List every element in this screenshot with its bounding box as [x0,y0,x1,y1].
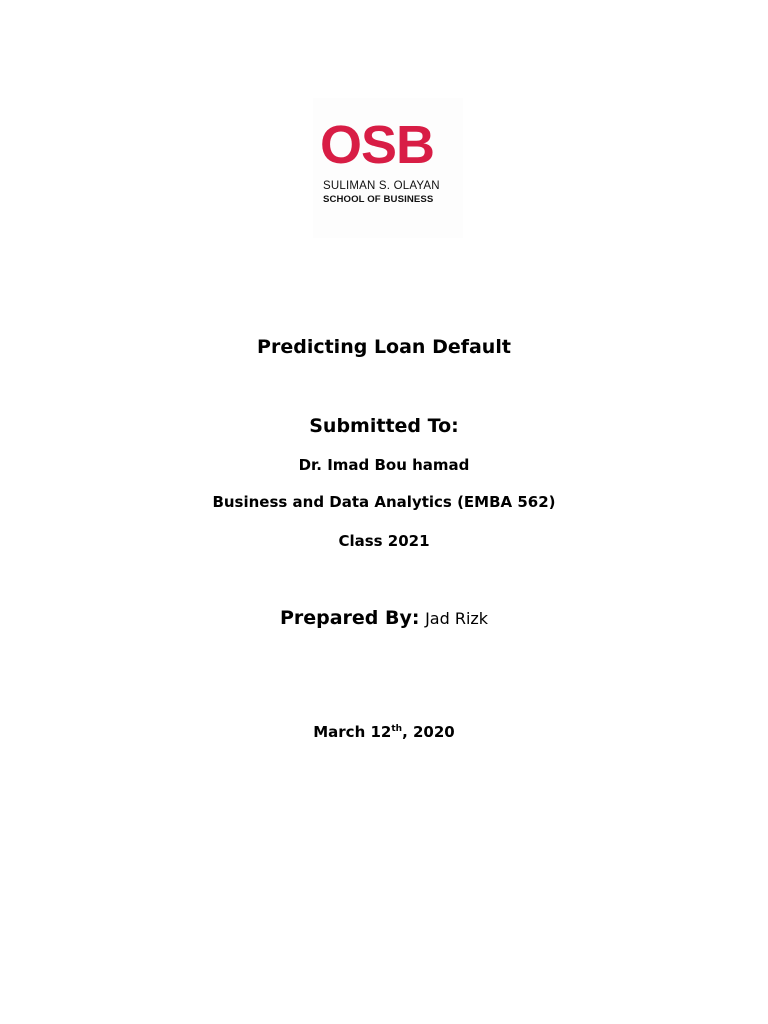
osb-logo [313,98,463,238]
submission-date [0,720,768,744]
prepared-by [0,604,768,633]
date-year: , 2020 [402,723,455,741]
submitted-to-heading: Submitted To: [309,415,459,437]
class-year: Class 2021 [338,532,430,550]
logo-school-name-line2: SCHOOL OF BUSINESS [323,194,434,205]
prepared-by-name: Jad Rizk [425,609,489,628]
logo-mark: OSB [320,115,435,175]
logo-school-name-line1: SULIMAN S. OLAYAN [323,180,440,192]
prepared-by-label: Prepared By: [279,607,420,629]
professor-name: Dr. Imad Bou hamad [298,456,470,474]
document-title: Predicting Loan Default [257,336,511,358]
date-ordinal-suffix: th [391,724,403,734]
course-name: Business and Data Analytics (EMBA 562) [212,493,556,511]
date-prefix: March 12 [313,723,392,741]
